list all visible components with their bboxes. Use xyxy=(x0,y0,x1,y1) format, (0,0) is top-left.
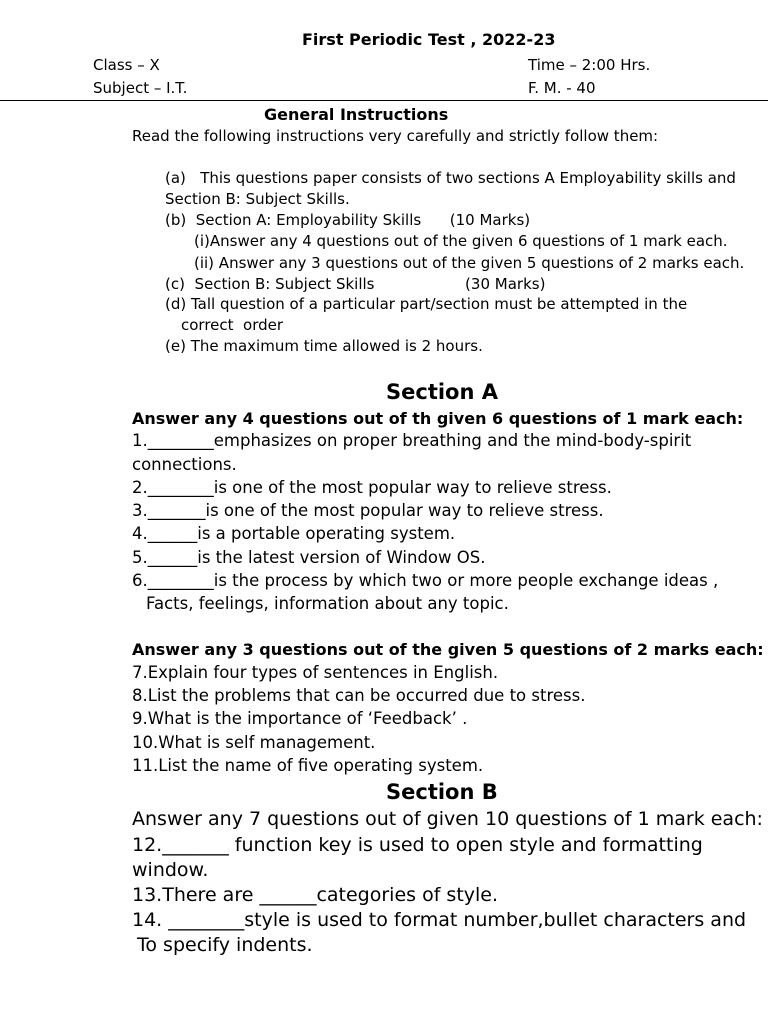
question-line: window. xyxy=(132,859,209,881)
section-b-heading: Section B xyxy=(386,780,498,804)
question-line: 6.________is the process by which two or more people exchange ideas , xyxy=(132,571,719,590)
question-line: To specify indents. xyxy=(137,934,313,956)
question-line: 4.______is a portable operating system. xyxy=(132,524,456,543)
question-line: 8.List the problems that can be occurred due to stress. xyxy=(132,686,586,705)
instructions-heading: General Instructions xyxy=(264,105,449,124)
question-line: 3._______is one of the most popular way to relieve stress. xyxy=(132,501,604,520)
section-a-part2-heading: Answer any 3 questions out of the given 5 questions of 2 marks each: xyxy=(132,640,764,659)
instruction-line: (c) Section B: Subject Skills (30 Marks) xyxy=(165,275,546,293)
paper-title: First Periodic Test , 2022-23 xyxy=(302,30,556,49)
time-label: Time – 2:00 Hrs. xyxy=(528,56,651,74)
instruction-line: (d) Tall question of a particular part/section must be attempted in the xyxy=(165,295,688,313)
section-a-heading: Section A xyxy=(386,380,498,404)
question-line: 7.Explain four types of sentences in English. xyxy=(132,663,499,682)
question-line: 13.There are ______categories of style. xyxy=(132,884,499,906)
instruction-line: (ii) Answer any 3 questions out of the given 5 questions of 2 marks each. xyxy=(194,254,745,272)
question-line: connections. xyxy=(132,455,237,474)
question-line: 14. ________style is used to format number,bullet characters and xyxy=(132,909,747,931)
question-line: 10.What is self management. xyxy=(132,733,376,752)
instruction-line: Section B: Subject Skills. xyxy=(165,190,350,208)
section-b-part1-heading: Answer any 7 questions out of given 10 questions of 1 mark each: xyxy=(132,808,763,830)
question-line: 11.List the name of five operating system. xyxy=(132,756,484,775)
instruction-line: (b) Section A: Employability Skills (10 Marks) xyxy=(165,211,531,229)
question-line: 2.________is one of the most popular way to relieve stress. xyxy=(132,478,612,497)
full-marks-label: F. M. - 40 xyxy=(528,79,596,97)
header-divider xyxy=(0,100,768,101)
question-line: 9.What is the importance of ‘Feedback’ . xyxy=(132,709,468,728)
question-line: Facts, feelings, information about any topic. xyxy=(146,594,509,613)
question-line: 5.______is the latest version of Window OS. xyxy=(132,548,486,567)
instruction-line: (e) The maximum time allowed is 2 hours. xyxy=(165,337,483,355)
subject-label: Subject – I.T. xyxy=(93,79,188,97)
section-a-part1-heading: Answer any 4 questions out of th given 6 questions of 1 mark each: xyxy=(132,409,744,428)
instructions-intro: Read the following instructions very carefully and strictly follow them: xyxy=(132,127,659,145)
class-label: Class – X xyxy=(93,56,160,74)
question-line: 1.________emphasizes on proper breathing and the mind-body-spirit xyxy=(132,431,692,450)
instruction-line: (i)Answer any 4 questions out of the given 6 questions of 1 mark each. xyxy=(194,232,728,250)
question-line: 12._______ function key is used to open style and formatting xyxy=(132,834,703,856)
instruction-line: (a) This questions paper consists of two sections A Employability skills and xyxy=(165,169,736,187)
instruction-line: correct order xyxy=(181,316,284,334)
